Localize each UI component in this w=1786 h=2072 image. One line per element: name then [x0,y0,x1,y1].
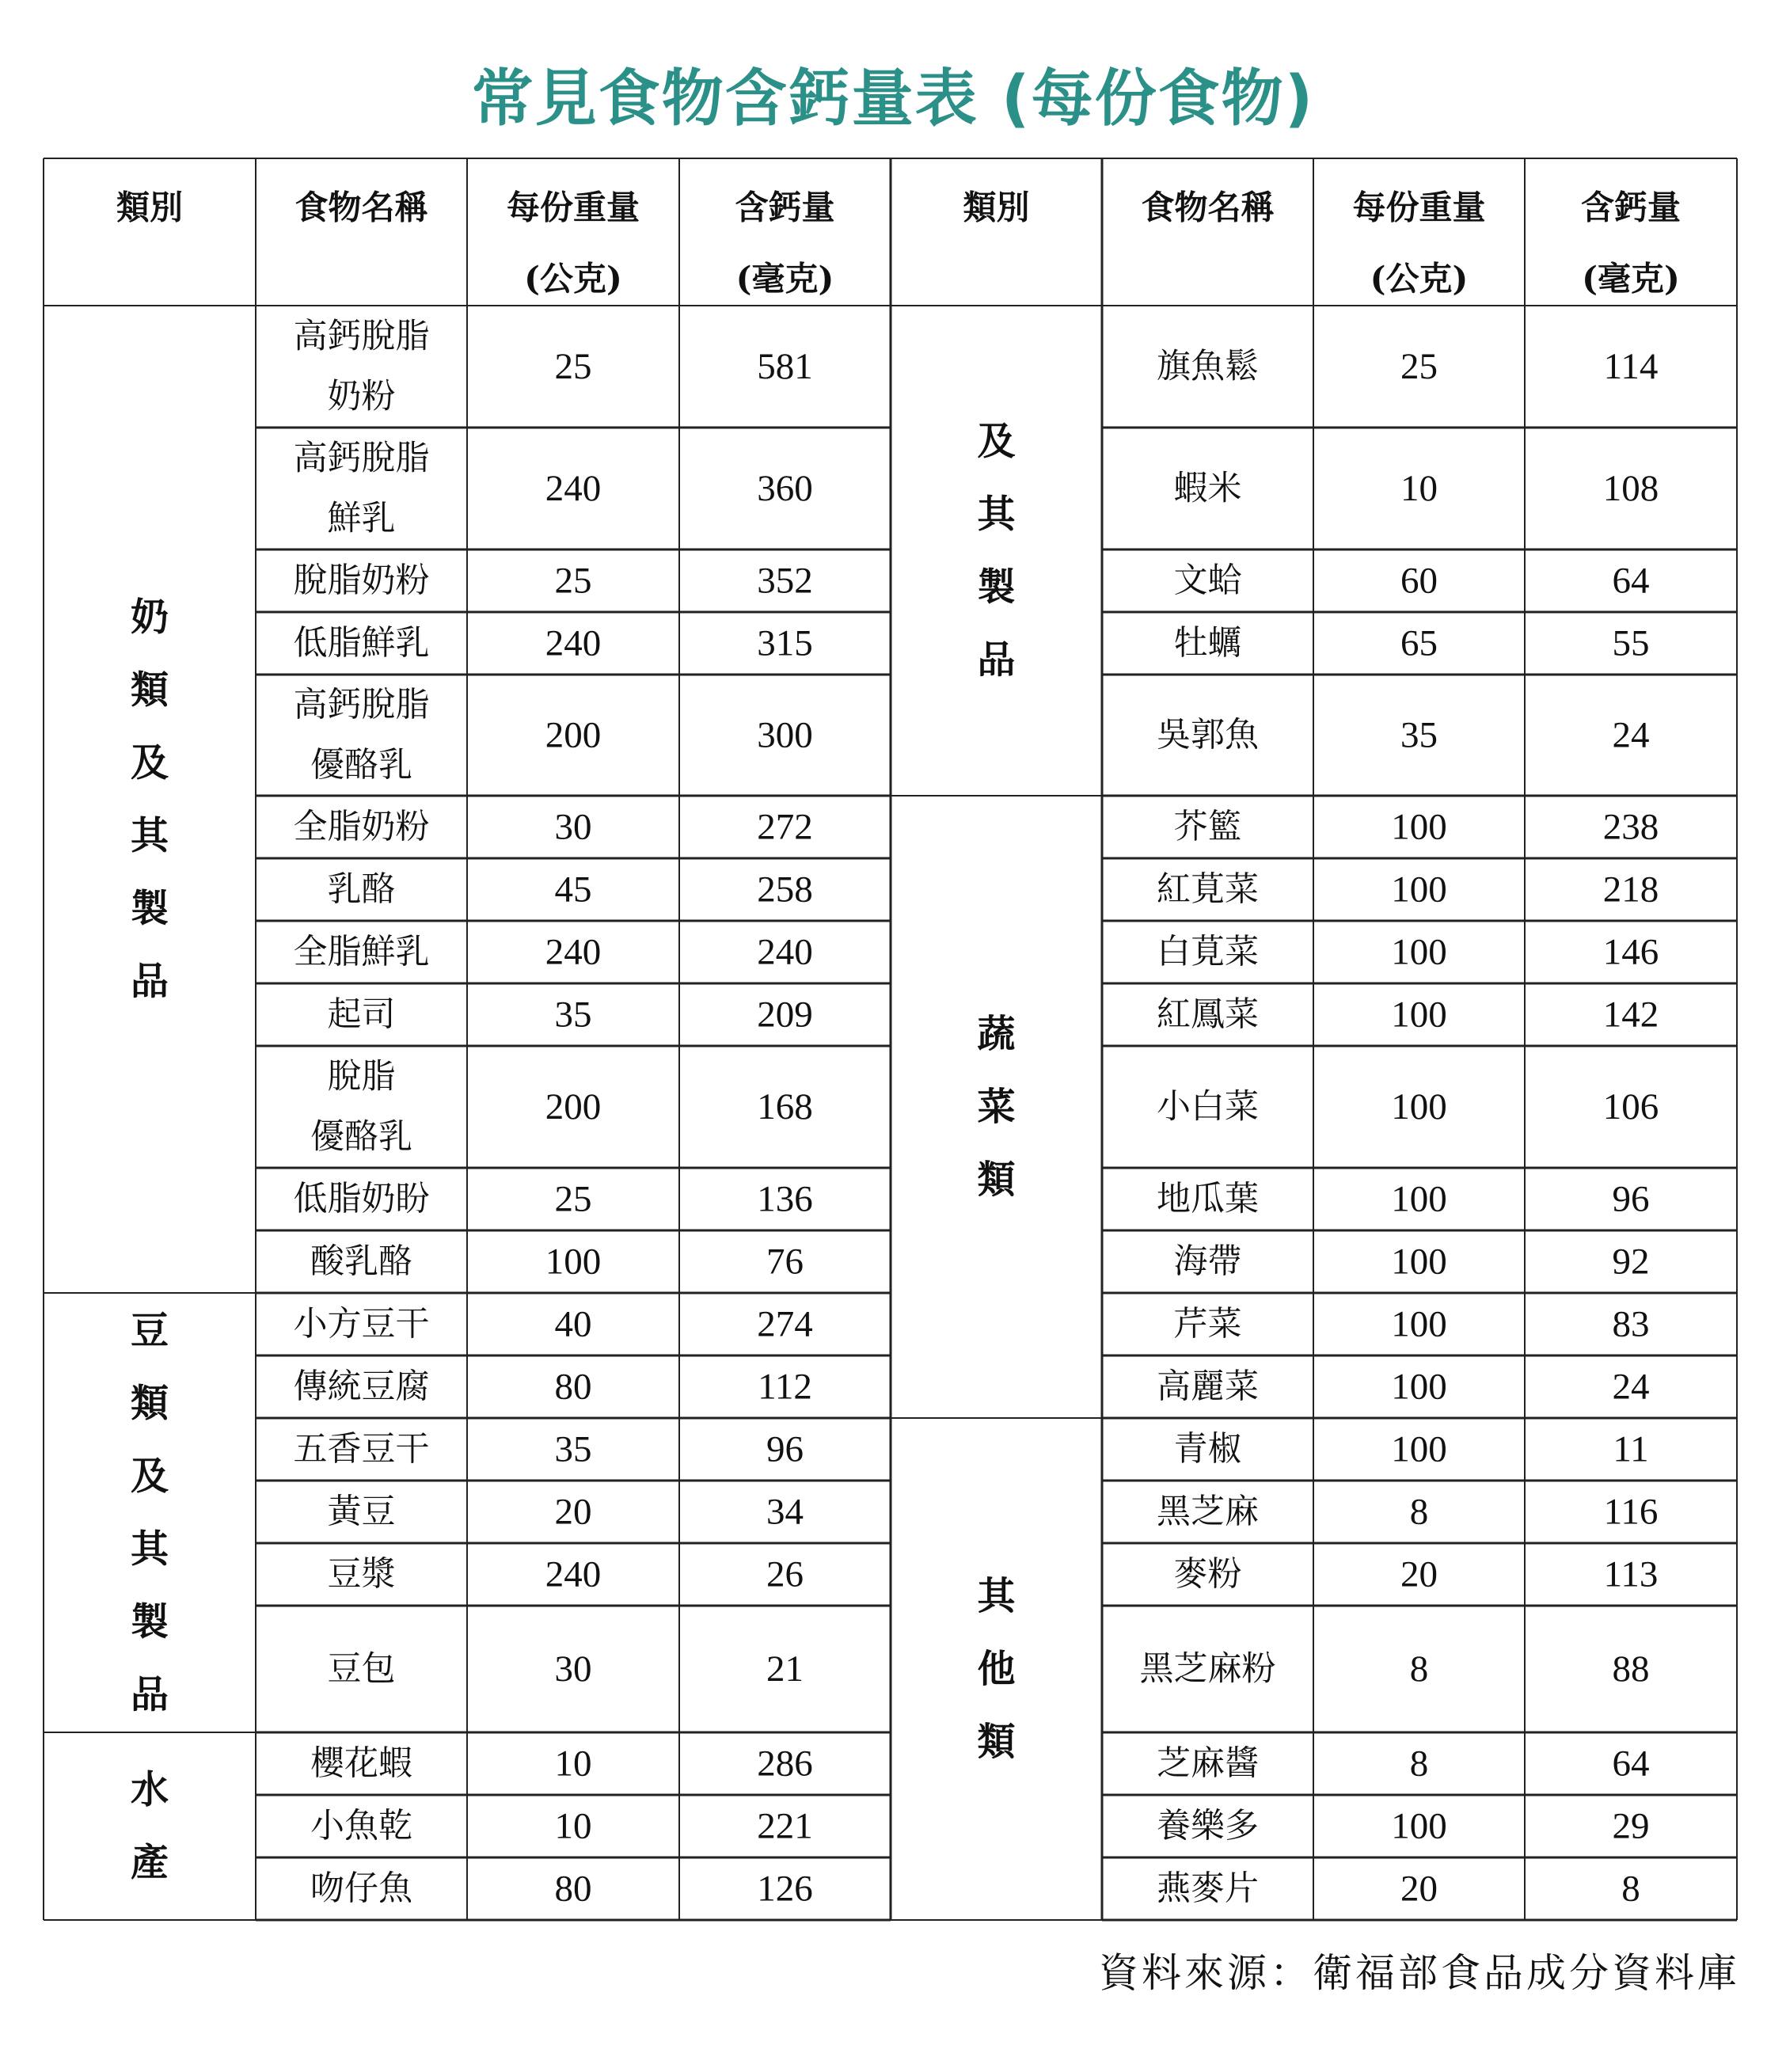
left-food-name: 高鈣脫脂 [293,439,430,478]
left-calcium-value: 581 [757,346,813,387]
right-category-label: 其 [977,492,1016,537]
right-category-label: 品 [977,637,1016,682]
right-category-label: 他 [977,1647,1016,1691]
right-food-name: 芹菜 [1173,1304,1242,1344]
right-calcium-value: 8 [1621,1868,1640,1910]
right-weight-value: 100 [1391,1241,1447,1283]
right-food-name: 高麗菜 [1157,1367,1259,1407]
right-weight-value: 20 [1400,1553,1438,1595]
left-category-label: 及 [130,740,169,785]
left-food-name: 低脂奶盼 [293,1179,430,1219]
left-category-label: 製 [130,1599,169,1644]
right-calcium-value: 64 [1612,560,1650,602]
right-weight-value: 60 [1400,560,1438,602]
right-weight-value: 8 [1409,1491,1429,1533]
left-calcium-value: 315 [757,622,813,664]
right-calcium-value: 106 [1602,1086,1659,1127]
left-food-name: 豆漿 [327,1554,396,1595]
right-weight-value: 100 [1391,1428,1447,1470]
left-food-name: 奶粉 [327,377,396,416]
left-weight-value: 30 [554,806,592,848]
right-category-label: 製 [977,565,1016,610]
right-food-name: 牡蠣 [1173,623,1242,663]
left-weight-value: 35 [554,994,592,1036]
left-food-name: 乳酪 [327,869,396,910]
left-calcium-value: 76 [766,1241,804,1283]
right-weight-value: 8 [1409,1743,1429,1785]
left-header-food-name: 食物名稱 [294,188,428,227]
right-food-name: 芥籃 [1173,807,1242,847]
right-category-label: 其 [977,1574,1016,1618]
right-food-name: 吳郭魚 [1157,715,1259,755]
right-calcium-value: 142 [1602,994,1659,1036]
right-food-name: 紅莧菜 [1157,869,1259,910]
right-weight-value: 100 [1391,994,1447,1036]
right-calcium-value: 83 [1612,1303,1650,1345]
left-category-label: 品 [130,959,169,1004]
left-food-name: 酸乳酪 [310,1241,412,1282]
left-category-label: 製 [130,886,169,931]
right-food-name: 小白菜 [1157,1087,1259,1127]
left-category-label: 類 [130,1381,169,1426]
right-weight-value: 20 [1400,1868,1438,1910]
left-calcium-value: 352 [757,560,813,602]
right-food-name: 旗魚鬆 [1157,347,1259,386]
left-food-name: 起司 [327,994,396,1035]
left-calcium-value: 360 [757,468,813,509]
right-weight-value: 65 [1400,622,1438,664]
right-food-name: 文蛤 [1173,561,1242,601]
left-weight-value: 80 [554,1366,592,1408]
right-category-label: 類 [977,1158,1016,1202]
left-weight-value: 45 [554,869,592,911]
left-calcium-value: 221 [757,1805,813,1847]
left-weight-value: 240 [545,931,602,973]
right-food-name: 海帶 [1173,1241,1242,1282]
left-calcium-value: 209 [757,994,813,1036]
right-category-label: 菜 [977,1085,1016,1129]
left-weight-value: 80 [554,1868,592,1910]
left-weight-value: 240 [545,468,602,509]
left-calcium-value: 240 [757,931,813,973]
right-calcium-value: 238 [1602,806,1659,848]
left-category-label: 類 [130,667,169,713]
right-header-weight-unit: (公克) [1370,259,1469,298]
right-calcium-value: 11 [1613,1428,1649,1470]
left-weight-value: 25 [554,560,592,602]
right-weight-value: 100 [1391,869,1447,911]
right-calcium-value: 114 [1603,346,1659,387]
left-food-name: 吻仔魚 [310,1869,412,1909]
left-category-label: 及 [130,1454,169,1499]
right-header-calcium: 含鈣量 [1580,188,1682,227]
right-weight-value: 35 [1400,714,1438,756]
left-category-label: 水 [130,1767,169,1812]
right-weight-value: 8 [1409,1648,1429,1690]
left-header-category: 類別 [116,188,184,227]
left-category-label: 產 [130,1840,169,1885]
left-food-name: 傳統豆腐 [293,1367,430,1407]
left-food-name: 優酪乳 [310,745,412,785]
left-food-name: 脫脂奶粉 [293,561,430,601]
right-category-label: 蔬 [977,1012,1016,1056]
left-food-name: 低脂鮮乳 [293,623,430,663]
right-category-label: 及 [977,419,1016,464]
right-weight-value: 100 [1391,1178,1447,1220]
left-calcium-value: 286 [757,1743,813,1785]
right-weight-value: 100 [1391,931,1447,973]
right-food-name: 蝦米 [1173,469,1242,508]
left-weight-value: 25 [554,346,592,387]
left-calcium-value: 26 [766,1553,804,1595]
right-header-food-name: 食物名稱 [1141,188,1275,227]
left-food-name: 全脂奶粉 [293,807,430,847]
right-category-label: 類 [977,1720,1016,1764]
right-calcium-value: 113 [1603,1553,1659,1595]
right-food-name: 白莧菜 [1157,932,1259,972]
left-category-label: 品 [130,1672,169,1717]
left-food-name: 豆包 [327,1649,396,1689]
right-weight-value: 100 [1391,1303,1447,1345]
right-weight-value: 100 [1391,1086,1447,1127]
left-weight-value: 40 [554,1303,592,1345]
right-food-name: 芝麻醬 [1157,1743,1259,1784]
left-weight-value: 20 [554,1491,592,1533]
left-food-name: 櫻花蝦 [310,1743,412,1784]
right-food-name: 青椒 [1173,1429,1242,1469]
left-calcium-value: 21 [766,1648,804,1690]
right-food-name: 黑芝麻粉 [1139,1649,1276,1689]
left-weight-value: 10 [554,1743,592,1785]
left-food-name: 鮮乳 [327,499,396,538]
left-weight-value: 240 [545,1553,602,1595]
left-weight-value: 35 [554,1428,592,1470]
left-food-name: 脫脂 [327,1057,396,1097]
left-food-name: 高鈣脫脂 [293,685,430,725]
left-calcium-value: 136 [757,1178,813,1220]
left-calcium-value: 274 [757,1303,813,1345]
right-calcium-value: 29 [1612,1805,1650,1847]
left-food-name: 高鈣脫脂 [293,317,430,356]
right-calcium-value: 24 [1612,714,1650,756]
right-food-name: 紅鳳菜 [1157,994,1259,1035]
left-category-label: 奶 [130,595,169,640]
right-food-name: 養樂多 [1157,1806,1259,1846]
left-food-name: 小魚乾 [310,1806,412,1846]
left-header-calcium-unit: (毫克) [735,259,834,298]
data-source-note: 資料來源：衛福部食品成分資料庫 [1099,1950,1740,1996]
right-weight-value: 100 [1391,806,1447,848]
left-calcium-value: 300 [757,714,813,756]
left-weight-value: 200 [545,714,602,756]
left-weight-value: 100 [545,1241,602,1283]
right-weight-value: 25 [1400,346,1438,387]
left-calcium-value: 258 [757,869,813,911]
right-header-category: 類別 [963,188,1030,227]
page-title: 常見食物含鈣量表 (每份食物) [471,63,1315,135]
right-food-name: 黑芝麻 [1157,1492,1259,1532]
left-food-name: 優酪乳 [310,1117,412,1157]
right-food-name: 地瓜葉 [1157,1179,1259,1219]
left-weight-value: 200 [545,1086,602,1127]
left-calcium-value: 272 [757,806,813,848]
left-category-label: 其 [130,813,169,858]
right-header-calcium-unit: (毫克) [1582,259,1680,298]
left-header-calcium: 含鈣量 [735,188,835,227]
right-food-name: 麥粉 [1173,1554,1242,1595]
right-calcium-value: 96 [1612,1178,1650,1220]
right-header-weight: 每份重量 [1352,188,1486,227]
left-food-name: 全脂鮮乳 [293,932,430,972]
right-calcium-value: 24 [1612,1366,1650,1408]
left-food-name: 黃豆 [327,1492,396,1532]
right-calcium-value: 88 [1612,1648,1650,1690]
left-weight-value: 30 [554,1648,592,1690]
right-calcium-value: 64 [1612,1743,1650,1785]
right-weight-value: 100 [1391,1805,1447,1847]
left-food-name: 小方豆干 [293,1304,430,1344]
right-calcium-value: 108 [1602,468,1659,509]
right-calcium-value: 146 [1602,931,1659,973]
right-food-name: 燕麥片 [1157,1869,1259,1909]
right-calcium-value: 116 [1603,1491,1659,1533]
left-weight-value: 25 [554,1178,592,1220]
left-weight-value: 240 [545,622,602,664]
left-category-label: 豆 [130,1308,169,1353]
right-calcium-value: 92 [1612,1241,1650,1283]
right-weight-value: 100 [1391,1366,1447,1408]
right-calcium-value: 55 [1612,622,1650,664]
right-calcium-value: 218 [1602,869,1659,911]
right-weight-value: 10 [1400,468,1438,509]
left-header-weight: 每份重量 [506,188,640,227]
left-category-label: 其 [130,1526,169,1572]
left-header-weight-unit: (公克) [524,259,622,298]
left-calcium-value: 126 [757,1868,813,1910]
left-food-name: 五香豆干 [293,1429,430,1469]
left-calcium-value: 96 [766,1428,804,1470]
left-calcium-value: 168 [757,1086,813,1127]
left-calcium-value: 34 [766,1491,804,1533]
left-weight-value: 10 [554,1805,592,1847]
left-calcium-value: 112 [758,1366,812,1408]
